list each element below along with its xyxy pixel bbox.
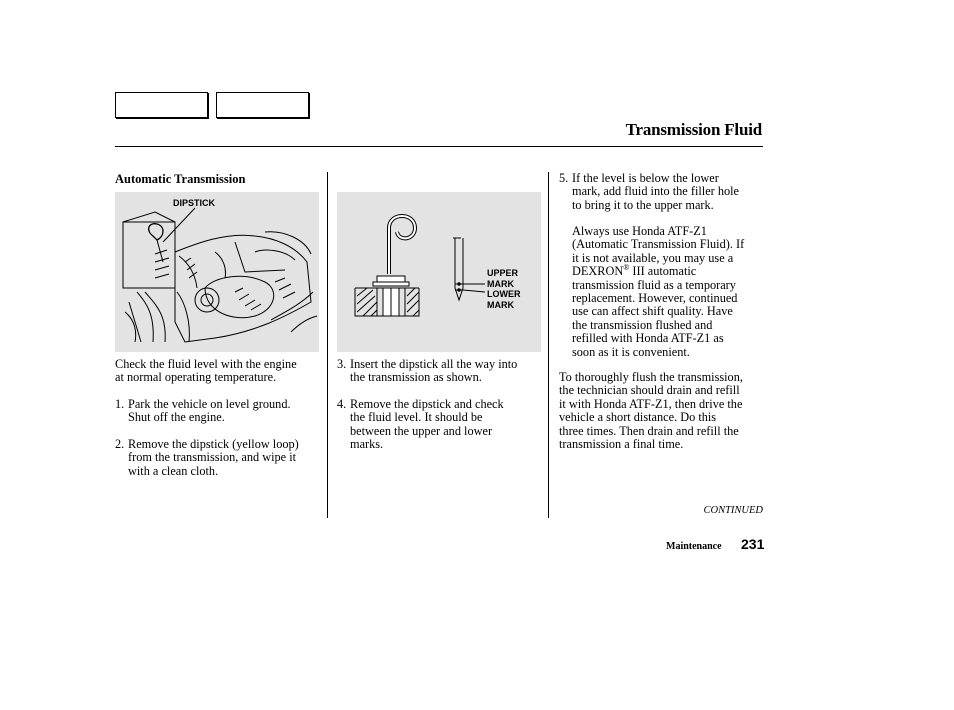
step-2-line-2: from the transmission, and wipe it (128, 450, 297, 465)
page-title: Transmission Fluid (625, 120, 762, 139)
step-4 (337, 398, 547, 454)
step-2-line-3: with a clean cloth. (128, 463, 219, 478)
step-5-number: 5. (559, 171, 569, 185)
step-1 (115, 398, 325, 426)
step-1-line-2: Shut off the engine. (128, 410, 225, 425)
footer-section-name: Maintenance (666, 541, 722, 552)
intro-line-1: Check the fluid level with the engine (115, 357, 297, 371)
step-1-number: 1. (115, 397, 125, 411)
intro-paragraph (115, 358, 325, 385)
upper-mark-label-line-2: MARK (487, 278, 514, 289)
registered-mark: ® (623, 263, 630, 273)
step-3-line-1: Insert the dipstick all the way into (350, 357, 518, 371)
fluid-note-line-2: (Automatic Transmission Fluid). If (572, 237, 745, 252)
continued-label: CONTINUED (703, 505, 763, 516)
dexron-suffix-text: III automatic (629, 264, 697, 279)
header-tab-box-2 (216, 92, 309, 118)
intro-line-2: at normal operating temperature. (115, 370, 277, 385)
step-2-line-1: Remove the dipstick (yellow loop) (128, 437, 299, 451)
engine-bay-drawing (115, 192, 319, 352)
dexron-text: DEXRON (572, 264, 624, 279)
fluid-note-line-10: soon as it is convenient. (572, 344, 690, 359)
step-3-number: 3. (337, 357, 347, 371)
step-5-line-3: to bring it to the upper mark. (572, 197, 714, 212)
upper-mark-label-line-1: UPPER (487, 268, 519, 278)
fluid-note-line-3: it is not available, you may use a (572, 250, 734, 265)
column-divider-2 (548, 172, 549, 518)
lower-mark-label-line-2: MARK (487, 299, 514, 310)
fluid-note-line-4 (572, 265, 768, 278)
flush-line-5: three times. Then drain and refill the (559, 423, 739, 438)
flush-line-1: To thoroughly flush the transmission, (559, 370, 743, 384)
section-subhead: Automatic Transmission (115, 172, 246, 186)
step-3 (337, 358, 547, 386)
lower-mark-label (487, 289, 521, 310)
fluid-note-line-9: refilled with Honda ATF-Z1 as (572, 331, 724, 346)
step-5-line-2: mark, add fluid into the filler hole (572, 184, 739, 199)
step-1-line-1: Park the vehicle on level ground. (128, 397, 291, 411)
column-divider-1 (327, 172, 328, 518)
engine-bay-illustration (115, 192, 319, 352)
lower-mark-label-line-1: LOWER (487, 289, 521, 299)
step-4-line-2: the fluid level. It should be (350, 410, 483, 425)
title-rule (115, 146, 763, 147)
step-5-line-1: If the level is below the lower (572, 171, 719, 185)
fluid-note-line-1: Always use Honda ATF-Z1 (572, 224, 707, 238)
step-2-number: 2. (115, 437, 125, 451)
flush-paragraph (559, 371, 769, 451)
flush-line-4: vehicle a short distance. Do this (559, 410, 717, 425)
fluid-note-line-6: replacement. However, continued (572, 291, 738, 306)
step-4-line-1: Remove the dipstick and check (350, 397, 504, 411)
header-tab-box-1 (115, 92, 208, 118)
dipstick-label: DIPSTICK (173, 198, 216, 208)
step-3-line-2: the transmission as shown. (350, 370, 482, 385)
fluid-note (572, 225, 768, 359)
page-number: 231 (741, 536, 765, 552)
fluid-note-line-5: transmission fluid as a temporary (572, 277, 736, 292)
fluid-note-line-7: use can affect shift quality. Have (572, 304, 733, 319)
fluid-note-line-8: the transmission flushed and (572, 317, 713, 332)
flush-line-3: it with Honda ATF-Z1, then drive the (559, 396, 743, 411)
dipstick-diagram (337, 192, 541, 352)
flush-line-6: transmission a final time. (559, 437, 684, 452)
step-4-line-3: between the upper and lower (350, 423, 493, 438)
step-2 (115, 438, 325, 480)
flush-line-2: the technician should drain and refill (559, 383, 740, 398)
step-4-line-4: marks. (350, 437, 384, 452)
upper-mark-label (487, 268, 518, 289)
step-5 (559, 172, 769, 214)
step-4-number: 4. (337, 397, 347, 411)
